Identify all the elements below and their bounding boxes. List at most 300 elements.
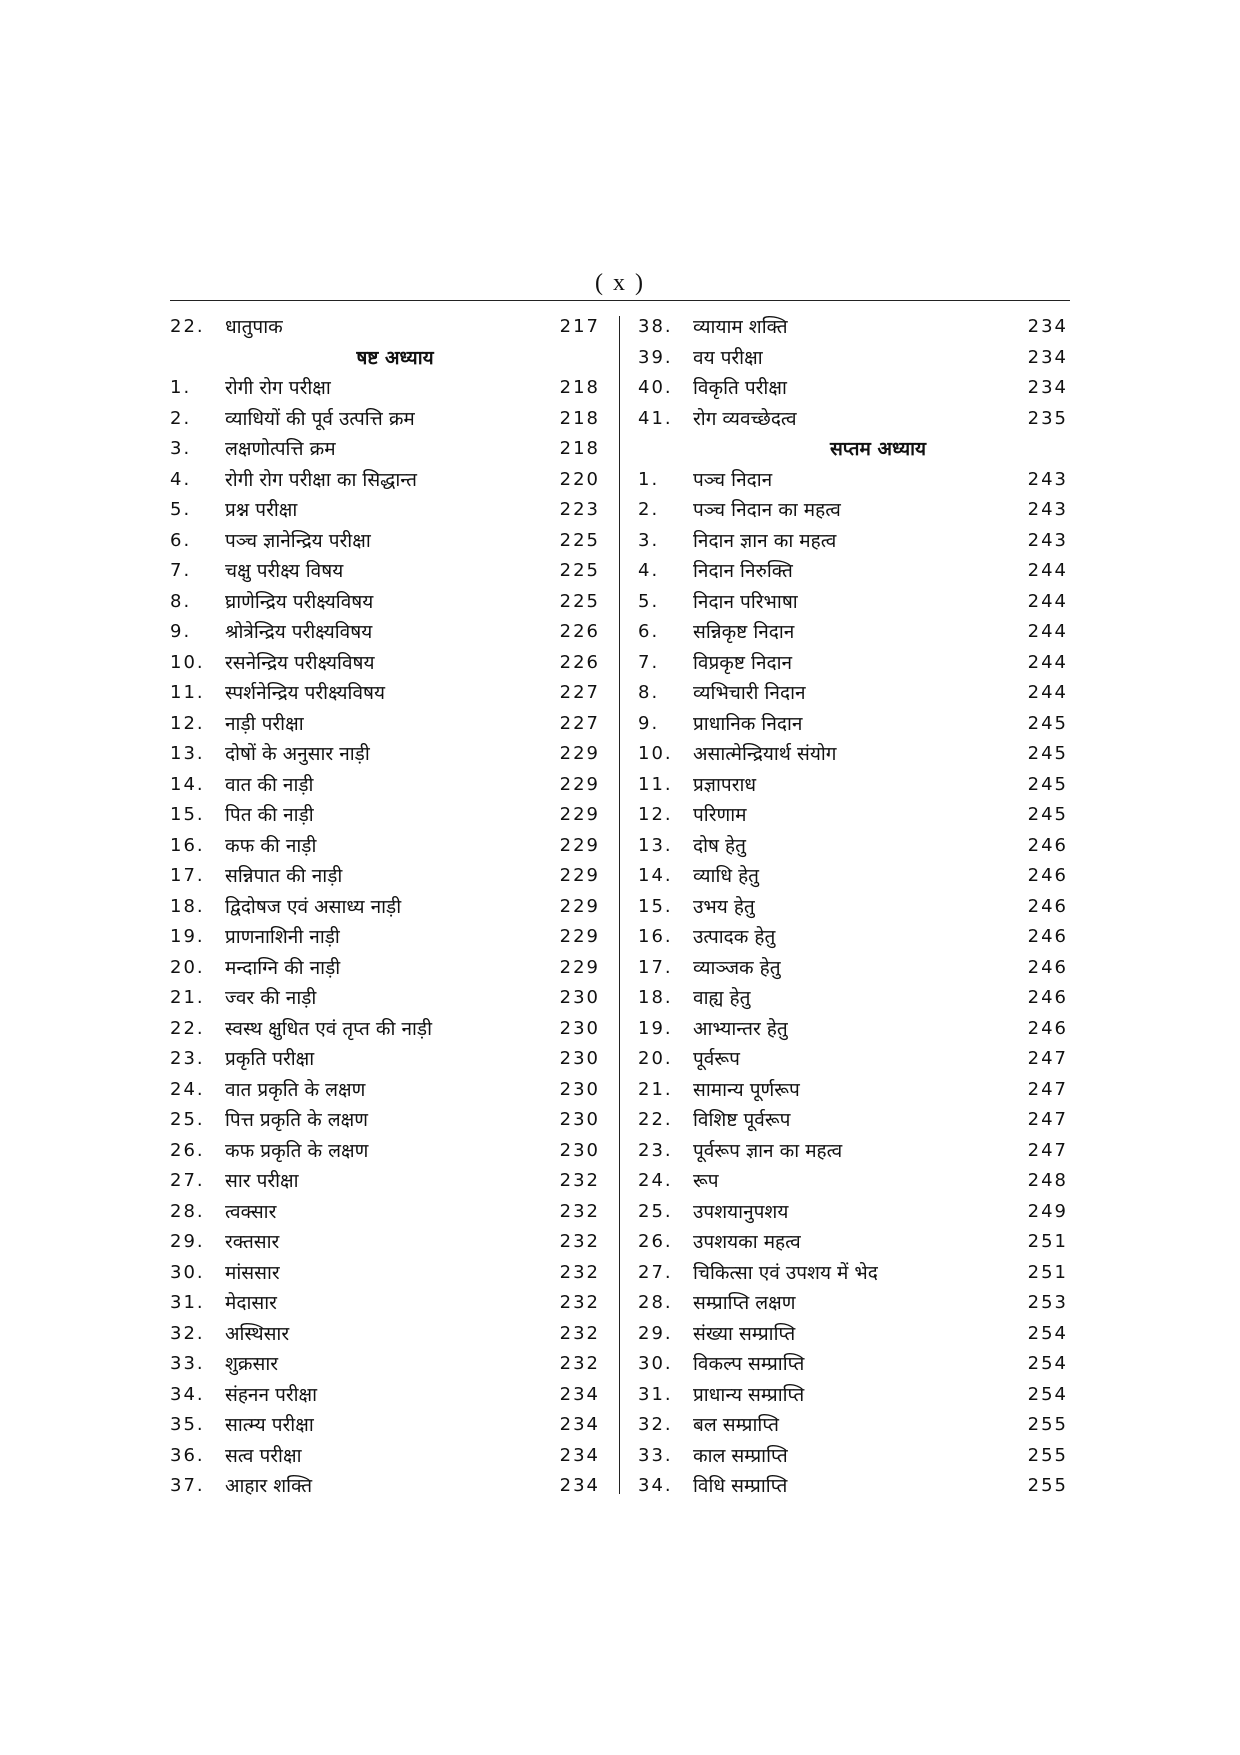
entry-number: 5. bbox=[638, 590, 660, 612]
toc-entry bbox=[638, 1227, 1068, 1258]
entry-title: अस्थिसार bbox=[225, 1322, 290, 1345]
entry-page: 251 bbox=[1027, 1261, 1068, 1283]
entry-page: 245 bbox=[1027, 712, 1068, 734]
entry-page: 226 bbox=[559, 651, 600, 673]
entry-number: 31. bbox=[638, 1383, 673, 1405]
entry-page: 246 bbox=[1027, 895, 1068, 917]
entry-title: पञ्च निदान bbox=[693, 468, 773, 491]
toc-entry bbox=[638, 1075, 1068, 1106]
entry-number: 28. bbox=[638, 1292, 673, 1313]
entry-page: 243 bbox=[1027, 468, 1068, 490]
toc-entry bbox=[170, 861, 600, 892]
entry-number: 30. bbox=[638, 1353, 673, 1374]
entry-title: निदान निरुक्ति bbox=[693, 560, 793, 582]
entry-page: 246 bbox=[1027, 987, 1068, 1008]
toc-entry bbox=[638, 1014, 1068, 1045]
entry-number: 20. bbox=[170, 956, 205, 978]
entry-number: 25. bbox=[638, 1200, 673, 1222]
entry-number: 28. bbox=[170, 1200, 205, 1222]
entry-title: परिणाम bbox=[693, 804, 747, 826]
toc-entry bbox=[170, 1105, 600, 1136]
entry-page: 234 bbox=[559, 1444, 600, 1466]
entry-title: प्रश्न परीक्षा bbox=[225, 499, 298, 521]
entry-page: 229 bbox=[559, 743, 600, 764]
entry-title: कफ की नाड़ी bbox=[225, 834, 317, 857]
entry-number: 16. bbox=[638, 926, 673, 947]
entry-number: 21. bbox=[170, 987, 205, 1008]
toc-entry bbox=[638, 1197, 1068, 1228]
entry-title: असात्मेन्द्रियार्थ संयोग bbox=[693, 743, 837, 765]
entry-number: 23. bbox=[638, 1139, 673, 1161]
entry-title: चिकित्सा एवं उपशय में भेद bbox=[693, 1261, 878, 1284]
toc-entry bbox=[638, 373, 1068, 404]
toc-entry bbox=[638, 343, 1068, 374]
toc-entry bbox=[638, 617, 1068, 648]
entry-number: 5. bbox=[170, 499, 192, 520]
entry-page: 246 bbox=[1027, 1017, 1068, 1039]
toc-entry bbox=[638, 1319, 1068, 1350]
toc-entry bbox=[638, 770, 1068, 801]
entry-page: 220 bbox=[559, 468, 600, 490]
entry-page: 230 bbox=[559, 1078, 600, 1100]
entry-title: रक्तसार bbox=[225, 1231, 280, 1253]
entry-title: व्याञ्जक हेतु bbox=[693, 956, 781, 979]
entry-page: 230 bbox=[559, 1017, 600, 1039]
entry-page: 246 bbox=[1027, 834, 1068, 856]
entry-page: 218 bbox=[559, 438, 600, 459]
entry-title: सामान्य पूर्णरूप bbox=[693, 1078, 800, 1101]
entry-number: 7. bbox=[638, 651, 660, 673]
entry-page: 246 bbox=[1027, 865, 1068, 886]
toc-entry bbox=[638, 404, 1068, 435]
toc-entry bbox=[170, 1227, 600, 1258]
toc-entry bbox=[170, 1136, 600, 1167]
entry-number: 20. bbox=[638, 1048, 673, 1069]
entry-title: सार परीक्षा bbox=[225, 1170, 299, 1192]
entry-number: 29. bbox=[638, 1322, 673, 1344]
toc-entry bbox=[170, 617, 600, 648]
entry-page: 234 bbox=[559, 1475, 600, 1496]
entry-number: 38. bbox=[638, 316, 673, 337]
entry-number: 2. bbox=[170, 407, 192, 429]
entry-page: 244 bbox=[1027, 590, 1068, 612]
entry-page: 234 bbox=[1027, 377, 1068, 398]
entry-number: 22. bbox=[170, 316, 205, 337]
toc-entry bbox=[170, 434, 600, 465]
entry-number: 3. bbox=[638, 529, 660, 551]
toc-entry bbox=[638, 892, 1068, 923]
entry-title: प्रज्ञापराध bbox=[693, 773, 757, 796]
entry-title: सात्म्य परीक्षा bbox=[225, 1414, 314, 1436]
entry-page: 229 bbox=[559, 804, 600, 825]
entry-number: 7. bbox=[170, 560, 192, 581]
entry-title: रोग व्यवच्छेदत्व bbox=[693, 407, 797, 430]
toc-entry bbox=[638, 1258, 1068, 1289]
toc-entry bbox=[638, 1410, 1068, 1441]
entry-page: 230 bbox=[559, 987, 600, 1008]
entry-page: 225 bbox=[559, 560, 600, 581]
entry-title: संहनन परीक्षा bbox=[225, 1383, 318, 1406]
entry-title: श्रोत्रेन्द्रिय परीक्ष्यविषय bbox=[225, 621, 373, 643]
entry-number: 21. bbox=[638, 1078, 673, 1100]
toc-entry bbox=[638, 465, 1068, 496]
toc-entry bbox=[638, 526, 1068, 557]
toc-entry bbox=[170, 1410, 600, 1441]
entry-number: 40. bbox=[638, 377, 673, 398]
entry-title: पूर्वरूप ज्ञान का महत्व bbox=[693, 1139, 843, 1162]
entry-page: 244 bbox=[1027, 621, 1068, 642]
entry-title: सम्प्राप्ति लक्षण bbox=[693, 1292, 796, 1314]
entry-page: 232 bbox=[559, 1200, 600, 1222]
entry-page: 255 bbox=[1027, 1414, 1068, 1435]
entry-title: सत्व परीक्षा bbox=[225, 1444, 302, 1467]
toc-entry bbox=[170, 1044, 600, 1075]
entry-number: 1. bbox=[638, 468, 660, 490]
toc-entry bbox=[170, 1380, 600, 1411]
entry-page: 229 bbox=[559, 956, 600, 978]
entry-title: द्विदोषज एवं असाध्य नाड़ी bbox=[225, 895, 402, 918]
entry-number: 31. bbox=[170, 1292, 205, 1313]
entry-number: 30. bbox=[170, 1261, 205, 1283]
entry-title: शुक्रसार bbox=[225, 1353, 279, 1375]
toc-entry bbox=[170, 312, 600, 343]
toc-entry bbox=[638, 556, 1068, 587]
entry-title: पञ्च निदान का महत्व bbox=[693, 499, 841, 521]
entry-page: 254 bbox=[1027, 1353, 1068, 1374]
entry-page: 218 bbox=[559, 377, 600, 398]
entry-page: 235 bbox=[1027, 407, 1068, 429]
entry-title: व्यायाम शक्ति bbox=[693, 316, 788, 338]
entry-number: 17. bbox=[170, 865, 205, 886]
toc-entry bbox=[170, 648, 600, 679]
entry-title: प्राणनाशिनी नाड़ी bbox=[225, 926, 340, 948]
entry-title: प्राधान्य सम्प्राप्ति bbox=[693, 1383, 805, 1406]
entry-number: 32. bbox=[638, 1414, 673, 1435]
entry-title: स्पर्शनेन्द्रिय परीक्ष्यविषय bbox=[225, 682, 386, 704]
toc-entry bbox=[170, 495, 600, 526]
entry-number: 8. bbox=[170, 590, 192, 612]
entry-number: 14. bbox=[170, 773, 205, 795]
entry-number: 39. bbox=[638, 346, 673, 368]
entry-page: 248 bbox=[1027, 1170, 1068, 1191]
toc-entry bbox=[170, 831, 600, 862]
entry-page: 232 bbox=[559, 1292, 600, 1313]
entry-number: 27. bbox=[170, 1170, 205, 1191]
entry-number: 29. bbox=[170, 1231, 205, 1252]
entry-title: रोगी रोग परीक्षा bbox=[225, 377, 331, 399]
entry-title: व्याधियों की पूर्व उत्पत्ति क्रम bbox=[225, 407, 415, 430]
entry-number: 26. bbox=[170, 1139, 205, 1161]
entry-number: 9. bbox=[638, 712, 660, 734]
entry-page: 230 bbox=[559, 1139, 600, 1161]
entry-title: उपशयका महत्व bbox=[693, 1231, 801, 1253]
entry-title: विकल्प सम्प्राप्ति bbox=[693, 1353, 805, 1375]
entry-page: 229 bbox=[559, 865, 600, 886]
entry-page: 234 bbox=[559, 1383, 600, 1405]
entry-page: 247 bbox=[1027, 1078, 1068, 1100]
entry-page: 246 bbox=[1027, 926, 1068, 947]
entry-page: 245 bbox=[1027, 773, 1068, 795]
entry-page: 232 bbox=[559, 1231, 600, 1252]
toc-entry bbox=[170, 556, 600, 587]
entry-page: 244 bbox=[1027, 560, 1068, 581]
entry-number: 15. bbox=[638, 895, 673, 917]
entry-title: उपशयानुपशय bbox=[693, 1200, 789, 1223]
entry-number: 16. bbox=[170, 834, 205, 856]
toc-entry bbox=[638, 1166, 1068, 1197]
entry-title: ज्वर की नाड़ी bbox=[225, 987, 317, 1009]
entry-page: 249 bbox=[1027, 1200, 1068, 1222]
entry-number: 12. bbox=[170, 712, 205, 734]
toc-entry bbox=[170, 526, 600, 557]
toc-entry bbox=[638, 983, 1068, 1014]
entry-page: 234 bbox=[1027, 316, 1068, 337]
entry-number: 4. bbox=[638, 560, 660, 581]
entry-page: 254 bbox=[1027, 1383, 1068, 1405]
page-number: ( x ) bbox=[595, 270, 645, 296]
entry-title: मेदासार bbox=[225, 1292, 277, 1314]
entry-page: 251 bbox=[1027, 1231, 1068, 1252]
entry-title: स्वस्थ क्षुधित एवं तृप्त की नाड़ी bbox=[225, 1017, 433, 1040]
entry-title: विप्रकृष्ट निदान bbox=[693, 651, 793, 674]
entry-page: 225 bbox=[559, 590, 600, 612]
entry-title: विकृति परीक्षा bbox=[693, 377, 787, 399]
toc-entry bbox=[638, 312, 1068, 343]
entry-number: 13. bbox=[170, 743, 205, 764]
toc-entry bbox=[638, 1441, 1068, 1472]
entry-number: 35. bbox=[170, 1414, 205, 1435]
toc-entry bbox=[638, 587, 1068, 618]
entry-page: 227 bbox=[559, 682, 600, 703]
entry-title: त्वक्सार bbox=[225, 1200, 277, 1223]
column-divider bbox=[619, 316, 620, 1494]
entry-title: रोगी रोग परीक्षा का सिद्धान्त bbox=[225, 468, 417, 491]
entry-title: संख्या सम्प्राप्ति bbox=[693, 1322, 796, 1345]
entry-number: 2. bbox=[638, 499, 660, 520]
entry-page: 218 bbox=[559, 407, 600, 429]
toc-entry bbox=[638, 648, 1068, 679]
entry-page: 230 bbox=[559, 1109, 600, 1130]
entry-title: वात की नाड़ी bbox=[225, 773, 314, 796]
toc-entry bbox=[638, 495, 1068, 526]
entry-page: 255 bbox=[1027, 1444, 1068, 1466]
entry-title: सन्निकृष्ट निदान bbox=[693, 621, 795, 643]
toc-entry bbox=[638, 1044, 1068, 1075]
toc-entry bbox=[638, 1288, 1068, 1319]
entry-page: 244 bbox=[1027, 651, 1068, 673]
entry-page: 246 bbox=[1027, 956, 1068, 978]
toc-entry bbox=[638, 1380, 1068, 1411]
entry-title: दोषों के अनुसार नाड़ी bbox=[225, 743, 370, 765]
entry-page: 247 bbox=[1027, 1048, 1068, 1069]
entry-page: 245 bbox=[1027, 804, 1068, 825]
entry-title: मांससार bbox=[225, 1261, 280, 1284]
entry-title: प्राधानिक निदान bbox=[693, 712, 803, 735]
entry-number: 3. bbox=[170, 438, 192, 459]
toc-entry bbox=[170, 465, 600, 496]
toc-entry bbox=[638, 1471, 1068, 1502]
entry-title: दोष हेतु bbox=[693, 834, 746, 857]
toc-entry bbox=[170, 373, 600, 404]
toc-entry bbox=[170, 1288, 600, 1319]
entry-title: सन्निपात की नाड़ी bbox=[225, 865, 343, 887]
toc-entry bbox=[170, 1471, 600, 1502]
toc-entry bbox=[170, 1166, 600, 1197]
entry-page: 227 bbox=[559, 712, 600, 734]
entry-number: 11. bbox=[170, 682, 205, 703]
entry-title: निदान परिभाषा bbox=[693, 590, 798, 613]
entry-page: 226 bbox=[559, 621, 600, 642]
entry-title: बल सम्प्राप्ति bbox=[693, 1414, 780, 1436]
entry-page: 234 bbox=[559, 1414, 600, 1435]
entry-number: 8. bbox=[638, 682, 660, 703]
entry-page: 230 bbox=[559, 1048, 600, 1069]
entry-number: 33. bbox=[170, 1353, 205, 1374]
entry-page: 245 bbox=[1027, 743, 1068, 764]
entry-title: आहार शक्ति bbox=[225, 1475, 313, 1497]
header-rule bbox=[170, 300, 1070, 301]
toc-entry bbox=[170, 892, 600, 923]
entry-number: 18. bbox=[170, 895, 205, 917]
toc-entry bbox=[170, 770, 600, 801]
entry-number: 33. bbox=[638, 1444, 673, 1466]
toc-entry bbox=[638, 861, 1068, 892]
entry-title: काल सम्प्राप्ति bbox=[693, 1444, 788, 1467]
entry-number: 26. bbox=[638, 1231, 673, 1252]
toc-left-column bbox=[170, 312, 600, 1502]
entry-title: कफ प्रकृति के लक्षण bbox=[225, 1139, 369, 1162]
toc-entry bbox=[170, 922, 600, 953]
entry-title: पञ्च ज्ञानेन्द्रिय परीक्षा bbox=[225, 529, 371, 552]
toc-entry bbox=[638, 1349, 1068, 1380]
entry-number: 36. bbox=[170, 1444, 205, 1466]
entry-title: पित की नाड़ी bbox=[225, 804, 314, 826]
toc-entry bbox=[170, 587, 600, 618]
entry-number: 19. bbox=[170, 926, 205, 947]
toc-entry bbox=[170, 953, 600, 984]
entry-number: 10. bbox=[638, 743, 673, 764]
entry-title: घ्राणेन्द्रिय परीक्ष्यविषय bbox=[225, 590, 374, 613]
entry-page: 229 bbox=[559, 895, 600, 917]
toc-entry bbox=[170, 1197, 600, 1228]
entry-title: वात प्रकृति के लक्षण bbox=[225, 1078, 366, 1101]
entry-page: 225 bbox=[559, 529, 600, 551]
entry-number: 32. bbox=[170, 1322, 205, 1344]
toc-entry bbox=[638, 709, 1068, 740]
entry-number: 18. bbox=[638, 987, 673, 1008]
entry-page: 217 bbox=[559, 316, 600, 337]
entry-title: व्यभिचारी निदान bbox=[693, 682, 806, 704]
entry-title: पूर्वरूप bbox=[693, 1048, 740, 1070]
entry-title: विधि सम्प्राप्ति bbox=[693, 1475, 788, 1497]
entry-title: रसनेन्द्रिय परीक्ष्यविषय bbox=[225, 651, 375, 674]
entry-page: 255 bbox=[1027, 1475, 1068, 1496]
toc-entry bbox=[638, 953, 1068, 984]
entry-page: 232 bbox=[559, 1261, 600, 1283]
entry-number: 34. bbox=[170, 1383, 205, 1405]
entry-title: धातुपाक bbox=[225, 316, 283, 338]
toc-entry bbox=[638, 1105, 1068, 1136]
entry-page: 244 bbox=[1027, 682, 1068, 703]
entry-page: 232 bbox=[559, 1322, 600, 1344]
entry-number: 24. bbox=[638, 1170, 673, 1191]
entry-page: 247 bbox=[1027, 1139, 1068, 1161]
entry-number: 15. bbox=[170, 804, 205, 825]
entry-number: 10. bbox=[170, 651, 205, 673]
entry-page: 229 bbox=[559, 926, 600, 947]
entry-number: 19. bbox=[638, 1017, 673, 1039]
toc-entry bbox=[170, 678, 600, 709]
toc-entry bbox=[170, 1075, 600, 1106]
entry-page: 229 bbox=[559, 834, 600, 856]
entry-title: लक्षणोत्पत्ति क्रम bbox=[225, 438, 336, 460]
entry-page: 223 bbox=[559, 499, 600, 520]
toc-entry bbox=[638, 678, 1068, 709]
entry-title: मन्दाग्नि की नाड़ी bbox=[225, 956, 341, 979]
entry-title: आभ्यान्तर हेतु bbox=[693, 1017, 788, 1040]
entry-title: विशिष्ट पूर्वरूप bbox=[693, 1109, 791, 1131]
toc-entry bbox=[170, 404, 600, 435]
toc-entry bbox=[170, 1258, 600, 1289]
toc-entry bbox=[170, 800, 600, 831]
entry-page: 243 bbox=[1027, 529, 1068, 551]
entry-page: 253 bbox=[1027, 1292, 1068, 1313]
entry-number: 6. bbox=[638, 621, 660, 642]
toc-entry bbox=[170, 1349, 600, 1380]
entry-page: 247 bbox=[1027, 1109, 1068, 1130]
entry-number: 13. bbox=[638, 834, 673, 856]
entry-title: रूप bbox=[693, 1170, 719, 1192]
toc-entry bbox=[638, 800, 1068, 831]
entry-page: 229 bbox=[559, 773, 600, 795]
entry-number: 17. bbox=[638, 956, 673, 978]
entry-title: व्याधि हेतु bbox=[693, 865, 760, 887]
entry-page: 243 bbox=[1027, 499, 1068, 520]
entry-number: 41. bbox=[638, 407, 673, 429]
entry-number: 12. bbox=[638, 804, 673, 825]
entry-title: चक्षु परीक्ष्य विषय bbox=[225, 560, 344, 582]
entry-number: 9. bbox=[170, 621, 192, 642]
toc-entry bbox=[170, 1441, 600, 1472]
entry-page: 254 bbox=[1027, 1322, 1068, 1344]
toc-entry bbox=[170, 739, 600, 770]
entry-title: नाड़ी परीक्षा bbox=[225, 712, 304, 735]
entry-number: 14. bbox=[638, 865, 673, 886]
entry-title: पित्त प्रकृति के लक्षण bbox=[225, 1109, 368, 1131]
chapter-heading: सप्तम अध्याय bbox=[829, 438, 927, 460]
toc-entry bbox=[638, 1136, 1068, 1167]
entry-title: निदान ज्ञान का महत्व bbox=[693, 529, 837, 552]
entry-number: 23. bbox=[170, 1048, 205, 1069]
entry-number: 22. bbox=[170, 1017, 205, 1039]
entry-number: 22. bbox=[638, 1109, 673, 1130]
entry-number: 27. bbox=[638, 1261, 673, 1283]
entry-number: 34. bbox=[638, 1475, 673, 1496]
entry-title: वय परीक्षा bbox=[693, 346, 763, 369]
entry-page: 232 bbox=[559, 1170, 600, 1191]
entry-number: 4. bbox=[170, 468, 192, 490]
toc-right-column bbox=[638, 312, 1068, 1502]
toc-entry bbox=[170, 1319, 600, 1350]
entry-number: 1. bbox=[170, 377, 192, 398]
chapter-heading: षष्ट अध्याय bbox=[356, 346, 434, 369]
entry-title: उत्पादक हेतु bbox=[693, 926, 776, 948]
entry-number: 25. bbox=[170, 1109, 205, 1130]
toc-entry bbox=[638, 831, 1068, 862]
toc-entry bbox=[170, 709, 600, 740]
toc-entry bbox=[170, 983, 600, 1014]
toc-entry bbox=[638, 922, 1068, 953]
